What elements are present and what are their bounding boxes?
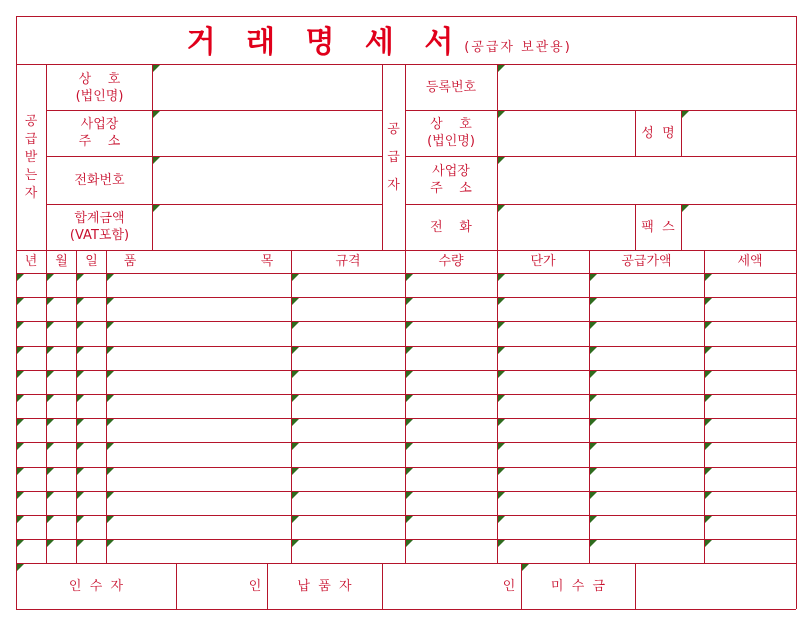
qty-cell[interactable] [406, 516, 497, 539]
cell-marker [292, 540, 299, 547]
side-char: 급 [387, 149, 400, 165]
side-char: 자 [387, 177, 400, 193]
header-spec: 규격 [335, 254, 361, 269]
cell-marker [705, 468, 712, 475]
cell-marker [590, 395, 597, 402]
cell-marker [406, 492, 413, 499]
cell-marker [498, 468, 505, 475]
cell-marker [17, 540, 24, 547]
cell-marker [498, 395, 505, 402]
header-qty: 수량 [438, 254, 464, 269]
supply-amount-cell[interactable] [590, 298, 704, 321]
cell-marker [498, 419, 505, 426]
receiver-company-label: 상 호 (법인명) [75, 71, 124, 104]
cell-marker [107, 371, 114, 378]
cell-marker [498, 516, 505, 523]
item-cell[interactable] [107, 516, 291, 539]
tax-cell[interactable] [705, 492, 796, 515]
cell-marker [17, 516, 24, 523]
item-cell[interactable] [107, 492, 291, 515]
supplier-name-label: 성 명 [641, 125, 675, 141]
cell-marker [406, 516, 413, 523]
unit-price-cell[interactable] [498, 468, 589, 491]
cell-marker [498, 322, 505, 329]
cell-marker [17, 443, 24, 450]
cell-marker [705, 274, 712, 281]
qty-cell[interactable] [406, 492, 497, 515]
spec-cell[interactable] [292, 298, 405, 321]
cell-marker [705, 443, 712, 450]
cell-marker [47, 419, 54, 426]
qty-cell[interactable] [406, 347, 497, 370]
v-line [635, 563, 636, 609]
header-year: 년 [24, 254, 38, 269]
supply-amount-cell[interactable] [590, 322, 704, 346]
receiver-phone-label: 전화번호 [74, 172, 125, 188]
cell-marker [705, 419, 712, 426]
item-cell[interactable] [107, 468, 291, 491]
cell-marker [406, 347, 413, 354]
supply-amount-cell[interactable] [590, 540, 704, 563]
cell-marker [107, 516, 114, 523]
cell-marker [47, 274, 54, 281]
qty-cell[interactable] [406, 298, 497, 321]
cell-marker [292, 322, 299, 329]
tax-cell[interactable] [705, 516, 796, 539]
cell-marker [47, 443, 54, 450]
unit-price-cell[interactable] [498, 395, 589, 418]
side-char: 공 [24, 113, 38, 129]
header-month: 월 [55, 254, 68, 269]
cell-marker [292, 468, 299, 475]
cell-marker [292, 298, 299, 305]
supply-amount-cell[interactable] [590, 468, 704, 491]
document-subtitle: (공급자 보관용) [464, 39, 572, 55]
cell-marker [705, 516, 712, 523]
side-char: 자 [24, 185, 38, 201]
cell-marker [498, 347, 505, 354]
qty-cell[interactable] [406, 443, 497, 467]
cell-marker [292, 516, 299, 523]
cell-marker [47, 516, 54, 523]
qty-cell[interactable] [406, 419, 497, 442]
item-cell[interactable] [107, 322, 291, 346]
receiver-total-label: 합계금액 (VAT포함) [69, 211, 130, 243]
cell-marker [47, 371, 54, 378]
cell-marker [107, 540, 114, 547]
tax-cell[interactable] [705, 322, 796, 346]
supplier-side-label [382, 65, 405, 250]
cell-marker [498, 492, 505, 499]
tax-cell[interactable] [705, 298, 796, 321]
cell-marker [292, 347, 299, 354]
v-line [176, 563, 177, 609]
receiver-side-label [16, 65, 46, 250]
cell-marker [705, 540, 712, 547]
cell-marker [17, 322, 24, 329]
cell-marker [705, 322, 712, 329]
qty-cell[interactable] [406, 395, 497, 418]
item-cell[interactable] [107, 443, 291, 467]
qty-cell[interactable] [406, 322, 497, 346]
cell-marker [590, 468, 597, 475]
side-char: 공 [387, 121, 400, 137]
cell-marker [406, 419, 413, 426]
cell-marker [107, 322, 114, 329]
spec-cell[interactable] [292, 322, 405, 346]
cell-marker [17, 371, 24, 378]
document-title: 거 래 명 세 서 [186, 24, 464, 60]
cell-marker [107, 298, 114, 305]
spec-cell[interactable] [292, 492, 405, 515]
qty-cell[interactable] [406, 468, 497, 491]
tax-cell[interactable] [705, 540, 796, 563]
header-supply-amount: 공급가액 [621, 254, 672, 269]
side-char: 는 [24, 167, 38, 183]
spec-cell[interactable] [292, 540, 405, 563]
spec-cell[interactable] [292, 274, 405, 297]
tax-cell[interactable] [705, 443, 796, 467]
h-line [16, 609, 796, 610]
cell-marker [77, 468, 84, 475]
item-cell[interactable] [107, 395, 291, 418]
cell-marker [498, 371, 505, 378]
cell-marker [47, 468, 54, 475]
receiver-signature-label: 인 수 자 [68, 578, 124, 594]
cell-marker [47, 492, 54, 499]
cell-marker [153, 205, 160, 212]
cell-marker [17, 274, 24, 281]
receiver-address-label: 사업장 주 소 [78, 117, 121, 149]
item-cell[interactable] [107, 371, 291, 394]
spec-cell[interactable] [292, 516, 405, 539]
spec-cell[interactable] [292, 468, 405, 491]
v-line [382, 563, 383, 609]
cell-marker [406, 371, 413, 378]
unit-price-cell[interactable] [498, 322, 589, 346]
cell-marker [406, 395, 413, 402]
unit-price-cell[interactable] [498, 347, 589, 370]
cell-marker [705, 492, 712, 499]
cell-marker [498, 205, 505, 212]
cell-marker [498, 540, 505, 547]
cell-marker [77, 322, 84, 329]
cell-marker [77, 419, 84, 426]
supply-amount-cell[interactable] [590, 347, 704, 370]
deliverer-signature-label: 납 품 자 [297, 578, 352, 594]
spec-cell[interactable] [292, 419, 405, 442]
unit-price-cell[interactable] [498, 371, 589, 394]
cell-marker [590, 419, 597, 426]
cell-marker [17, 564, 24, 571]
unit-price-cell[interactable] [498, 419, 589, 442]
cell-marker [498, 157, 505, 164]
cell-marker [17, 298, 24, 305]
cell-marker [590, 322, 597, 329]
cell-marker [77, 298, 84, 305]
cell-marker [47, 298, 54, 305]
cell-marker [107, 419, 114, 426]
deliverer-seal-mark: 인 [502, 578, 516, 594]
header-item-1: 품 [123, 254, 137, 269]
cell-marker [17, 468, 24, 475]
cell-marker [406, 443, 413, 450]
cell-marker [77, 540, 84, 547]
cell-marker [107, 468, 114, 475]
supply-amount-cell[interactable] [590, 492, 704, 515]
item-cell[interactable] [107, 347, 291, 370]
cell-marker [107, 395, 114, 402]
spec-cell[interactable] [292, 395, 405, 418]
cell-marker [77, 443, 84, 450]
cell-marker [107, 347, 114, 354]
tax-cell[interactable] [705, 371, 796, 394]
cell-marker [705, 298, 712, 305]
cell-marker [498, 443, 505, 450]
cell-marker [47, 540, 54, 547]
cell-marker [522, 564, 529, 571]
cell-marker [107, 443, 114, 450]
cell-marker [590, 516, 597, 523]
unit-price-cell[interactable] [498, 492, 589, 515]
supply-amount-cell[interactable] [590, 419, 704, 442]
cell-marker [590, 492, 597, 499]
tax-cell[interactable] [705, 468, 796, 491]
cell-marker [498, 111, 505, 118]
item-cell[interactable] [107, 298, 291, 321]
header-day: 일 [85, 254, 98, 269]
cell-marker [47, 347, 54, 354]
item-cell[interactable] [107, 274, 291, 297]
cell-marker [292, 419, 299, 426]
tax-cell[interactable] [705, 347, 796, 370]
header-tax: 세액 [737, 254, 763, 269]
cell-marker [590, 540, 597, 547]
cell-marker [406, 540, 413, 547]
spec-cell[interactable] [292, 443, 405, 467]
cell-marker [17, 395, 24, 402]
cell-marker [705, 347, 712, 354]
cell-marker [590, 443, 597, 450]
cell-marker [406, 322, 413, 329]
cell-marker [292, 395, 299, 402]
cell-marker [498, 298, 505, 305]
unit-price-cell[interactable] [498, 274, 589, 297]
tax-cell[interactable] [705, 395, 796, 418]
cell-marker [77, 492, 84, 499]
tax-cell[interactable] [705, 419, 796, 442]
supply-amount-cell[interactable] [590, 274, 704, 297]
supplier-company-label: 상 호 (법인명) [427, 117, 475, 149]
cell-marker [292, 371, 299, 378]
h-line [16, 16, 796, 17]
cell-marker [77, 371, 84, 378]
cell-marker [17, 347, 24, 354]
cell-marker [590, 274, 597, 281]
cell-marker [77, 395, 84, 402]
unit-price-cell[interactable] [498, 298, 589, 321]
qty-cell[interactable] [406, 540, 497, 563]
unit-price-cell[interactable] [498, 540, 589, 563]
cell-marker [107, 274, 114, 281]
cell-marker [153, 157, 160, 164]
cell-marker [292, 274, 299, 281]
supply-amount-cell[interactable] [590, 395, 704, 418]
qty-cell[interactable] [406, 371, 497, 394]
cell-marker [705, 395, 712, 402]
item-cell[interactable] [107, 419, 291, 442]
header-unit-price: 단가 [530, 254, 556, 269]
cell-marker [498, 274, 505, 281]
cell-marker [47, 322, 54, 329]
cell-marker [590, 347, 597, 354]
cell-marker [17, 492, 24, 499]
cell-marker [590, 371, 597, 378]
side-char: 급 [24, 131, 38, 147]
supplier-address-label: 사업장 주 소 [430, 164, 472, 196]
item-cell[interactable] [107, 540, 291, 563]
side-char: 받 [24, 149, 38, 165]
v-line [796, 16, 797, 609]
supply-amount-cell[interactable] [590, 516, 704, 539]
cell-marker [77, 516, 84, 523]
qty-cell[interactable] [406, 274, 497, 297]
supply-amount-cell[interactable] [590, 371, 704, 394]
spec-cell[interactable] [292, 371, 405, 394]
cell-marker [153, 111, 160, 118]
cell-marker [406, 468, 413, 475]
cell-marker [406, 298, 413, 305]
cell-marker [77, 274, 84, 281]
cell-marker [705, 371, 712, 378]
supplier-phone-label: 전 화 [430, 219, 472, 235]
cell-marker [292, 443, 299, 450]
receiver-seal-mark: 인 [248, 578, 262, 594]
tax-cell[interactable] [705, 274, 796, 297]
cell-marker [47, 395, 54, 402]
supplier-regno-label: 등록번호 [425, 80, 477, 95]
cell-marker [406, 274, 413, 281]
spec-cell[interactable] [292, 347, 405, 370]
cell-marker [682, 205, 689, 212]
cell-marker [77, 347, 84, 354]
unit-price-cell[interactable] [498, 443, 589, 467]
cell-marker [498, 65, 505, 72]
cell-marker [17, 419, 24, 426]
cell-marker [292, 492, 299, 499]
cell-marker [590, 298, 597, 305]
supplier-fax-label: 팩 스 [641, 219, 675, 235]
header-item-2: 목 [260, 254, 274, 269]
supply-amount-cell[interactable] [590, 443, 704, 467]
cell-marker [107, 492, 114, 499]
cell-marker [153, 65, 160, 72]
unpaid-amount-label: 미 수 금 [550, 578, 606, 594]
cell-marker [682, 111, 689, 118]
unit-price-cell[interactable] [498, 516, 589, 539]
